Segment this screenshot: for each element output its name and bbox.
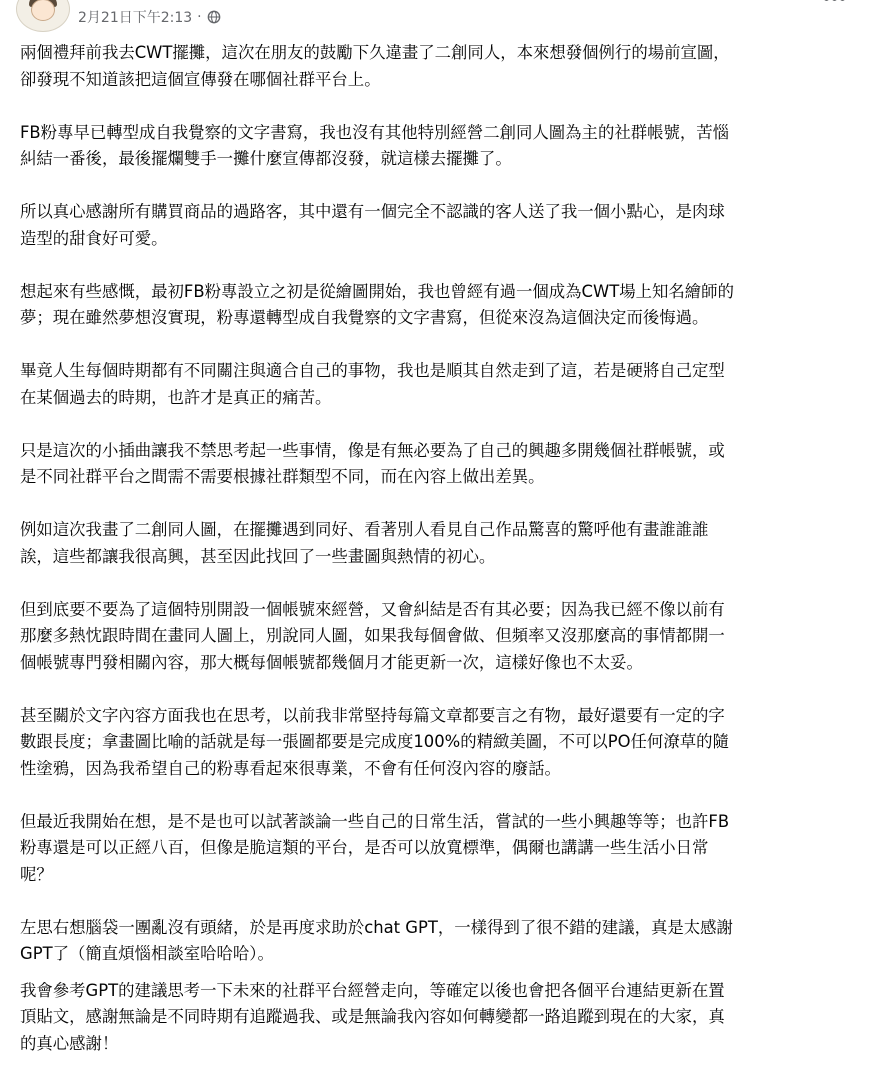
post-paragraph: 所以真心感謝所有購買商品的過路客，其中還有一個完全不認識的客人送了我一個小點心，是肉球 造型的甜食好可愛。 [20,202,725,248]
post-paragraph: 想起來有些感慨，最初FB粉專設立之初是從繪圖開始，我也曾經有過一個成為CWT場上知名繪師的 夢；現在雖然夢想沒實現，粉專還轉型成自我覺察的文字書寫，但從來沒為這個決定而後悔過。 [20,281,734,327]
post-paragraph: 我會參考GPT的建議思考一下未來的社群平台經營走向，等確定以後也會把各個平台連結更新在置 頂貼文，感謝無論是不同時期有追蹤過我、或是無論我內容如何轉變都一路追蹤到現在的大家，真 的真心感謝！ [20,980,725,1053]
post-meta [78,6,221,28]
globe-icon[interactable] [207,10,221,24]
meta-separator: · [197,9,202,25]
more-options-icon[interactable] [824,0,845,1]
post-paragraph: 但最近我開始在想，是不是也可以試著談論一些自己的日常生活，嘗試的一些小興趣等等；也許FB 粉專還是可以正經八百，但像是脆這類的平台，是否可以放寬標準，偶爾也講講一些生活小日常 呢？ [20,811,730,884]
post-paragraph: 兩個禮拜前我去CWT擺攤，這次在朋友的鼓勵下久違畫了二創同人，本來想發個例行的場前宣圖， 卻發現不知道該把這個宣傳發在哪個社群平台上。 [20,43,730,89]
post-paragraph: 畢竟人生每個時期都有不同關注與適合自己的事物，我也是順其自然走到了這，若是硬將自己定型 在某個過去的時期，也許才是真正的痛苦。 [20,361,725,407]
post-paragraph: 左思右想腦袋一團亂沒有頭緒，於是再度求助於chat GPT，一樣得到了很不錯的建議，真是太感謝 GPT了（簡直煩惱相談室哈哈哈）。 [20,917,733,963]
post-paragraph: 甚至關於文字內容方面我也在思考，以前我非常堅持每篇文章都要言之有物，最好還要有一定的字 數跟長度；拿畫圖比喻的話就是每一張圖都要是完成度100%的精緻美圖，不可以PO任何潦草的隨 性塗鴉，因為我希望自己的粉專看起來很專業，不會有任何沒內容的廢話。 [20,705,729,778]
post-paragraph: 只是這次的小插曲讓我不禁思考起一些事情，像是有無必要為了自己的興趣多開幾個社群帳號，或 是不同社群平台之間需不需要根據社群類型不同，而在內容上做出差異。 [20,440,725,486]
avatar-face [31,0,55,21]
post-timestamp[interactable]: 2月21日下午2:13 [78,10,193,26]
post-paragraph: FB粉專早已轉型成自我覺察的文字書寫，我也沒有其他特別經營二創同人圖為主的社群帳號，苦惱 糾結一番後，最後擺爛雙手一攤什麼宣傳都沒發，就這樣去擺攤了。 [20,122,730,168]
post-paragraph: 但到底要不要為了這個特別開設一個帳號來經營，又會糾結是否有其必要；因為我已經不像以前有 那麼多熱忱跟時間在畫同人圖上，別說同人圖，如果我每個會做、但頻率又沒那麼高的事情都開一 個帳號專門發相關內容，那大概每個帳號都幾個月才能更新一次，這樣好像也不太妥。 [20,599,725,672]
post-paragraph: 例如這次我畫了二創同人圖，在擺攤遇到同好、看著別人看見自己作品驚喜的驚呼他有畫誰誰誰 誒，這些都讓我很高興，甚至因此找回了一些畫圖與熱情的初心。 [20,520,709,566]
post-header [0,0,871,34]
post-body [20,40,856,1084]
avatar[interactable] [16,0,70,32]
